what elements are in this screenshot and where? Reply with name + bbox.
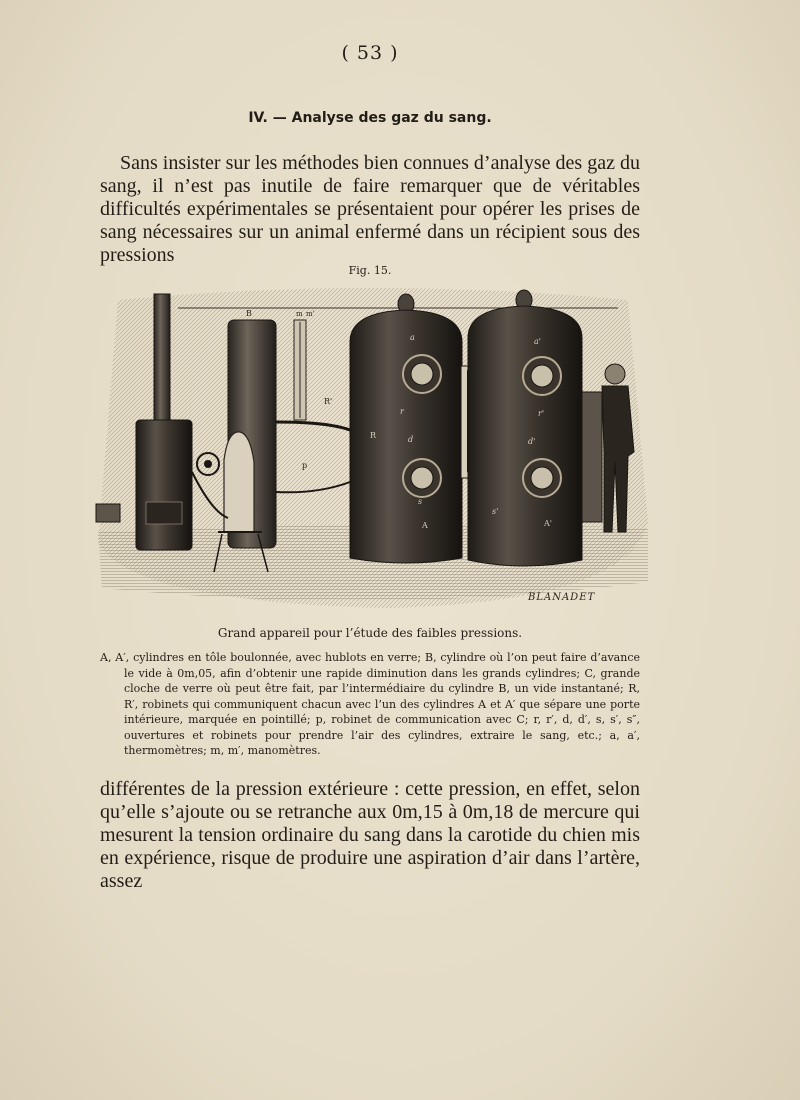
section-heading: IV. — Analyse des gaz du sang. (248, 110, 492, 126)
figure-legend: A, A′, cylindres en tôle boulonnée, avec hublots en verre; B, cylindre où l’on peut faire d’avance le vide à 0m,05, afin d’obtenir une rapide diminution dans les grands cylindres; C, grande cloche de verre où peut être fait, par l’intermédiaire du cylindre B, un vide instantané; R, R′, robinets qui communiquent chacun avec l’un des cylindres A et A′ que sépare une porte intérieure, marquée en pointillé; p, robinet de communication avec C; r, r′, d, d′, s, s′, s″, ouvertures et robinets pour prendre l’air des cylindres, extraire le sang, etc.; a, a′, thermomètres; m, m′, manomètres. (100, 651, 640, 757)
svg-text:r: r (400, 407, 404, 416)
svg-text:A': A' (544, 519, 552, 528)
paragraph-2: différentes de la pression extérieure : cette pression, en effet, selon qu’elle s’ajoute ou se retranche aux 0m,15 à 0m,18 de mercure qui mesurent la tension ordinaire du sang dans la carotide du chien mis en expérience, risque de produire une aspiration d’air dans l’artère, assez (100, 778, 640, 892)
paragraph-1: Sans insister sur les méthodes bien connues d’analyse des gaz du sang, il n’est pas inutile de faire remarquer que de véritables difficultés expérimentales se présentaient pour opérer les prises de sang nécessaires sur un animal enfermé dans un récipient sous des pressions (100, 152, 640, 266)
page-number: ( 53 ) (341, 42, 399, 64)
svg-text:d': d' (528, 437, 536, 446)
svg-text:m': m' (306, 310, 315, 318)
svg-text:a: a (410, 333, 415, 342)
svg-text:p: p (302, 461, 308, 470)
svg-text:B: B (246, 309, 252, 318)
engraver-signature: BLANADET (528, 592, 596, 603)
svg-text:m: m (296, 310, 303, 318)
svg-text:A: A (422, 521, 428, 530)
svg-text:d: d (408, 435, 414, 444)
svg-text:r': r' (538, 409, 545, 418)
apparatus-engraving (88, 282, 656, 614)
svg-text:s': s' (492, 507, 499, 516)
figure-caption-title: Grand appareil pour l’étude des faibles pressions. (217, 626, 523, 640)
svg-text:R': R' (324, 397, 333, 406)
svg-text:a': a' (534, 337, 541, 346)
figure-label: Fig. 15. (348, 264, 392, 277)
svg-text:s: s (418, 497, 423, 506)
svg-text:R: R (370, 431, 377, 440)
